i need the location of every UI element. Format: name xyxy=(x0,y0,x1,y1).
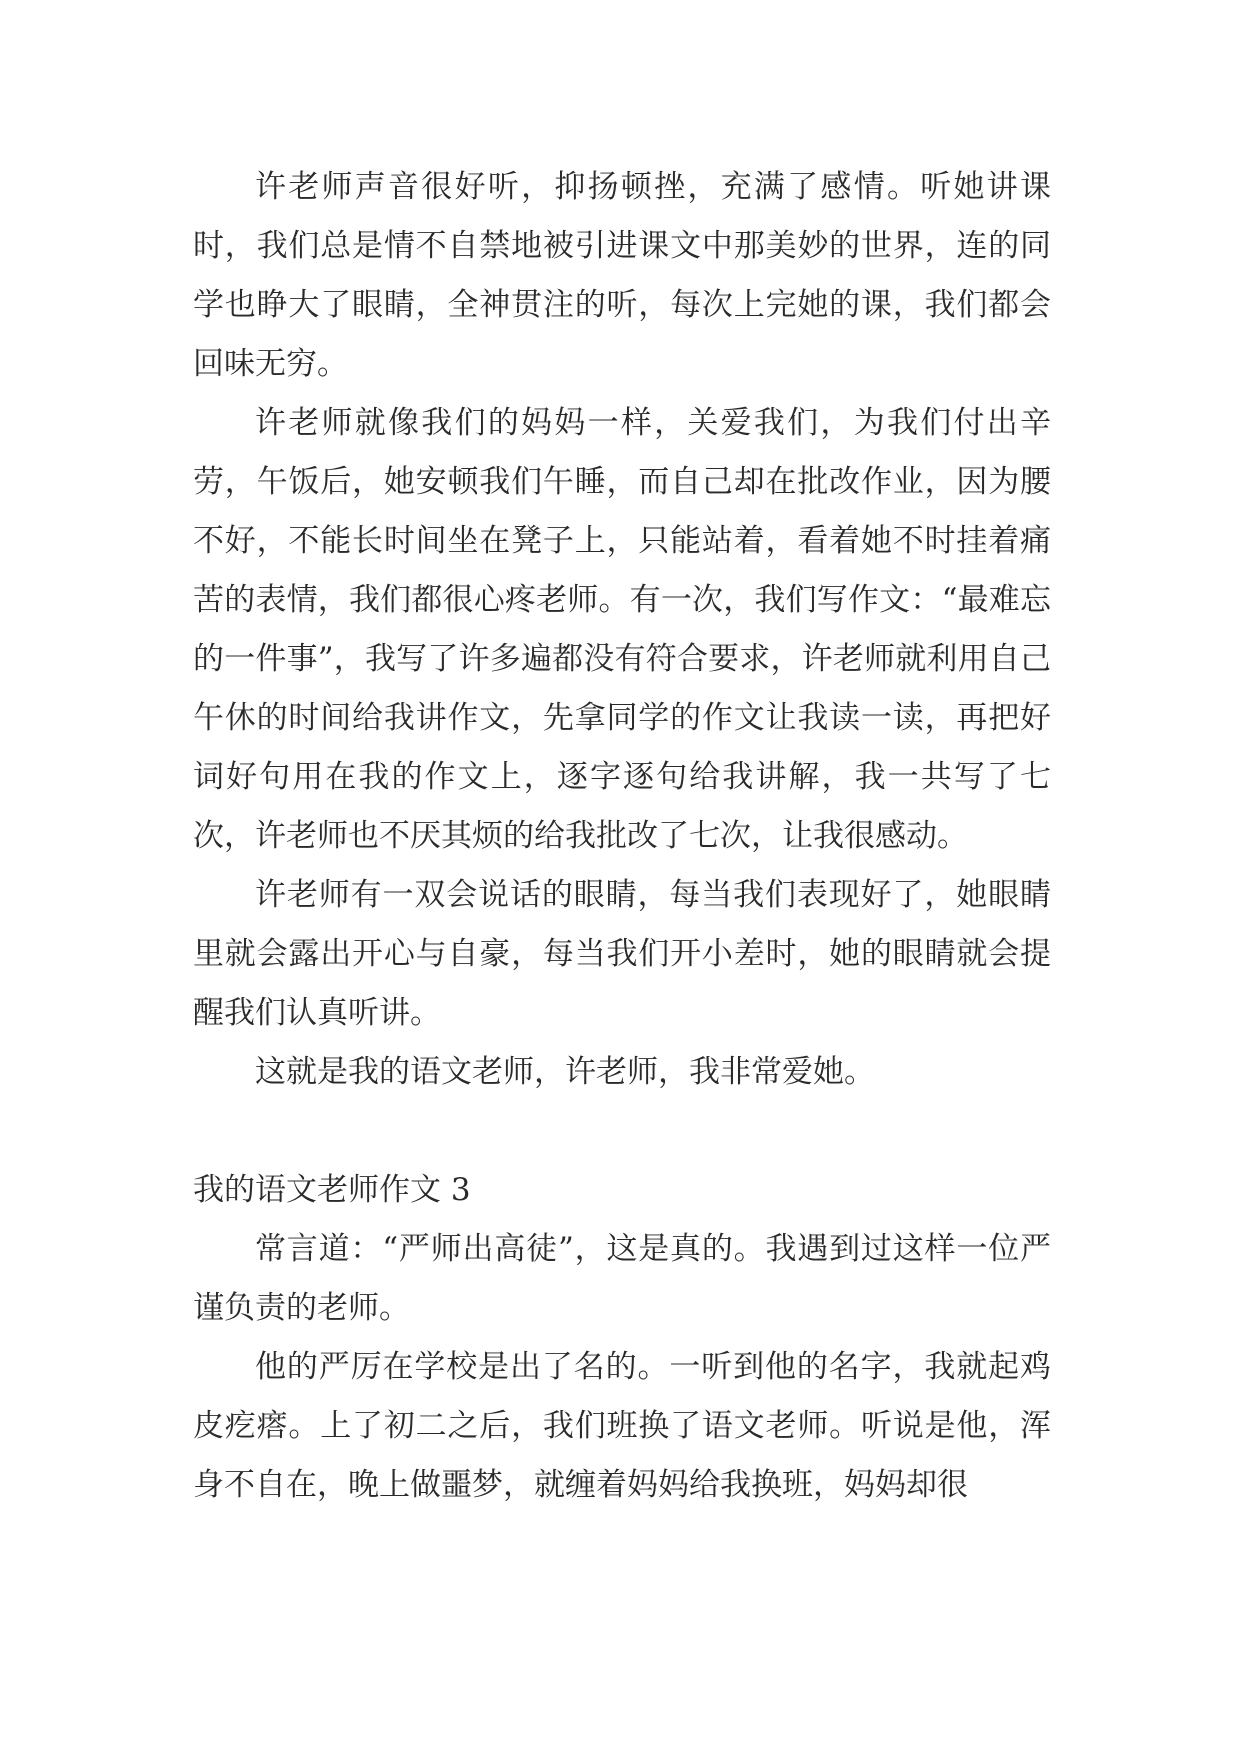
document-page xyxy=(193,158,1051,1515)
paragraph-3: 许老师有一双会说话的眼睛，每当我们表现好了，她眼睛里就会露出开心与自豪，每当我们开小差时，她的眼睛就会提醒我们认真听讲。 xyxy=(193,877,1051,1031)
paragraph-4: 这就是我的语文老师，许老师，我非常爱她。 xyxy=(255,1054,875,1090)
paragraph-2: 许老师就像我们的妈妈一样，关爱我们，为我们付出辛劳，午饭后，她安顿我们午睡，而自己却在批改作业，因为腰不好，不能长时间坐在凳子上，只能站着，看着她不时挂着痛苦的表情，我们都很心疼老师。有一次，我们写作文：“最难忘的一件事”，我写了许多遍都没有符合要求，许老师就利用自己午休的时间给我讲作文，先拿同学的作文让我读一读，再把好词好句用在我的作文上，逐字逐句给我讲解，我一共写了七次，许老师也不厌其烦的给我批改了七次，让我很感动。 xyxy=(193,405,1051,854)
paragraph-6: 他的严厉在学校是出了名的。一听到他的名字，我就起鸡皮疙瘩。上了初二之后，我们班换了语文老师。听说是他，浑身不自在，晚上做噩梦，就缠着妈妈给我换班，妈妈却很 xyxy=(193,1349,1051,1503)
section-heading: 我的语文老师作文 3 xyxy=(193,1172,471,1208)
paragraph-1: 许老师声音很好听，抑扬顿挫，充满了感情。听她讲课时，我们总是情不自禁地被引进课文中那美妙的世界，连的同学也睁大了眼睛，全神贯注的听，每次上完她的课，我们都会回味无穷。 xyxy=(193,169,1051,382)
paragraph-5: 常言道：“严师出高徒”，这是真的。我遇到过这样一位严谨负责的老师。 xyxy=(193,1231,1051,1326)
